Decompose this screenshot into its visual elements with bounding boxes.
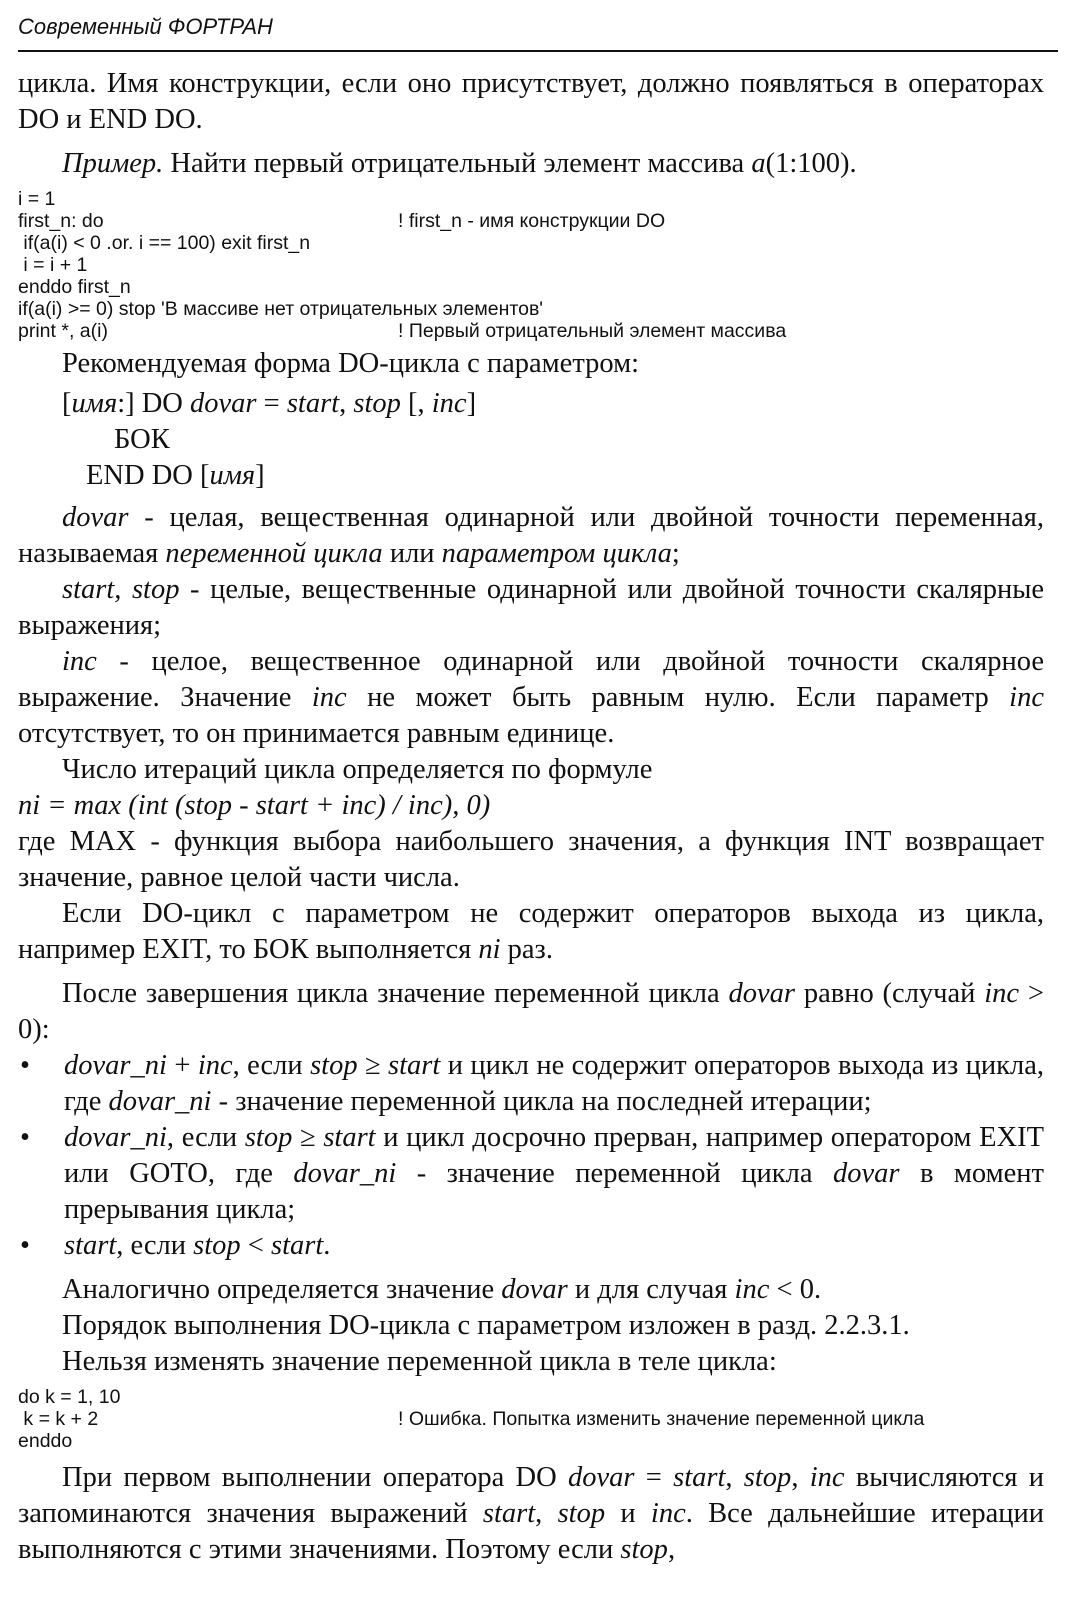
list-item: • start, если stop < start. <box>18 1228 1044 1264</box>
code-block-example <box>18 188 1044 342</box>
code-line: i = i + 1 <box>18 254 88 276</box>
after-loop-paragraph: После завершения цикла значение переменной цикла dovar равно (случай inc > 0): <box>18 978 1044 1045</box>
header-rule <box>18 50 1058 52</box>
example-label: Пример. <box>62 148 164 179</box>
code-line: enddo <box>18 1430 73 1452</box>
definition-dovar: dovar - целая, вещественная одинарной или двойной точности переменная, называемая переменной цикла или параметром цикла; <box>18 502 1044 569</box>
recommended-form-paragraph: Рекомендуемая форма DO-цикла с параметром: <box>62 348 640 379</box>
code-line: enddo first_n <box>18 276 131 298</box>
code-line: do k = 1, 10 <box>18 1386 121 1408</box>
code-line: if(a(i) >= 0) stop 'В массиве нет отрицательных элементов' <box>18 298 544 320</box>
code-block-error <box>18 1386 1044 1452</box>
running-header: Современный ФОРТРАН <box>18 14 273 39</box>
code-line: i = 1 <box>18 188 56 210</box>
where-paragraph: где MAX - функция выбора наибольшего значения, а функция INT возвращает значение, равное целой части числа. <box>18 826 1044 893</box>
code-line: first_n: do ! first_n - имя конструкции DO <box>18 210 666 232</box>
syntax-line-2: БОК <box>114 424 170 455</box>
code-comment: ! Первый отрицательный элемент массива <box>398 320 787 342</box>
iterations-formula: ni = max (int (stop - start + inc) / inc), 0) <box>18 790 491 821</box>
code-comment: ! Ошибка. Попытка изменить значение переменной цикла <box>398 1408 925 1430</box>
iterations-paragraph: Число итераций цикла определяется по формуле <box>62 754 653 785</box>
code-comment: ! first_n - имя конструкции DO <box>398 210 666 232</box>
list-item: • dovar_ni + inc, если stop ≥ start и цикл не содержит операторов выхода из цикла, где dovar_ni - значение переменной цикла на последней итерации; <box>18 1048 1044 1120</box>
list-item: • dovar_ni, если stop ≥ start и цикл досрочно прерван, например оператором EXIT или GOTO, где dovar_ni - значение переменной цикла dovar в момент прерывания цикла; <box>18 1120 1044 1228</box>
syntax-line-3: END DO [имя] <box>86 460 265 491</box>
code-line: print *, a(i) ! Первый отрицательный элемент массива <box>18 320 787 342</box>
last-paragraph: При первом выполнении оператора DO dovar = start, stop, inc вычисляются и запоминаются значения выражений start, stop и inc. Все дальнейшие итерации выполняются с этими значениями. Поэтому если stop, <box>18 1462 1045 1565</box>
bullet-list <box>18 1048 1044 1264</box>
code-line: if(a(i) < 0 .or. i == 100) exit first_n <box>18 232 311 254</box>
order-paragraph: Порядок выполнения DO-цикла с параметром изложен в разд. 2.2.3.1. <box>62 1310 910 1341</box>
forbid-paragraph: Нельзя изменять значение переменной цикла в теле цикла: <box>62 1346 777 1377</box>
example-paragraph: Пример. Найти первый отрицательный элемент массива a(1:100). <box>62 148 857 179</box>
syntax-line-1: [имя:] DO dovar = start, stop [, inc] <box>62 388 477 419</box>
exit-paragraph: Если DO-цикл с параметром не содержит операторов выхода из цикла, например EXIT, то БОК выполняется ni раз. <box>18 898 1044 965</box>
paragraph-continuation: цикла. Имя конструкции, если оно присутствует, должно появляться в операторах DO и END DO. <box>18 68 1044 135</box>
page-body <box>18 66 1044 1568</box>
similar-paragraph: Аналогично определяется значение dovar и для случая inc < 0. <box>62 1274 822 1305</box>
syntax-block <box>18 386 1044 494</box>
code-line: k = k + 2 ! Ошибка. Попытка изменить значение переменной цикла <box>18 1408 925 1430</box>
definition-inc: inc - целое, вещественное одинарной или двойной точности скалярное выражение. Значение inc не может быть равным нулю. Если параметр inc отсутствует, то он принимается равным единице. <box>18 646 1044 749</box>
definition-start-stop: start, stop - целые, вещественные одинарной или двойной точности скалярные выражения; <box>18 574 1044 641</box>
